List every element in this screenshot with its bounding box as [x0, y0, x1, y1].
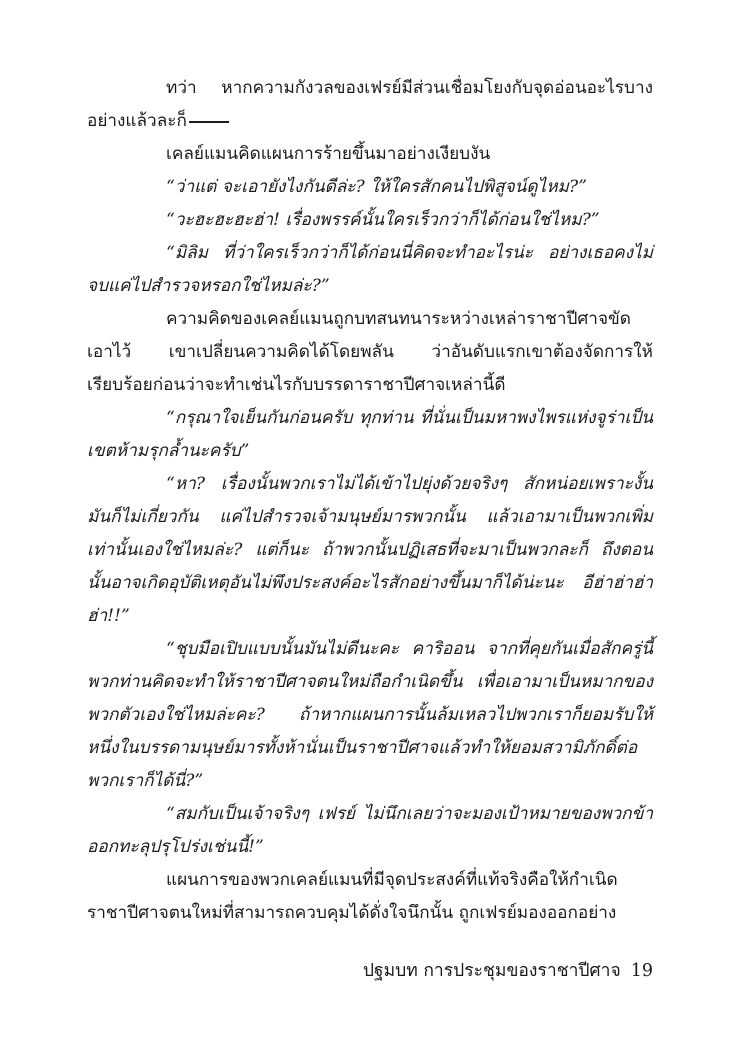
- page-body: [87, 72, 653, 1032]
- chapter-title: ปฐมบท การประชุมของราชาปีศาจ: [362, 961, 621, 981]
- dialogue-paragraph-9: “ชุบมือเปิบแบบนั้นมันไม่ดีนะคะ คาริออน จากที่คุยกันเมื่อสักครู่นี้ พวกท่านคิดจะทำให้ราชาปีศาจตนใหม่ถือกำเนิดขึ้น เพื่อเอามาเป็นหมากของพวกตัวเองใช่ไหมล่ะคะ? ถ้าหากแผนการนั้นล้มเหลวไปพวกเราก็ยอมรับให้หนึ่งในบรรดามนุษย์มารทั้งห้านั่นเป็นราชาปีศาจแล้วทำให้ยอมสวามิภักดิ์ต่อพวกเราก็ได้นี่?”: [87, 639, 653, 791]
- page-footer: [363, 958, 653, 984]
- page-number: 19: [630, 961, 653, 981]
- dialogue-paragraph-8: “หา? เรื่องนั้นพวกเราไม่ได้เข้าไปยุ่งด้วยจริงๆ สักหน่อยเพราะงั้นมันก็ไม่เกี่ยวกัน แค่ไปสำรวจเจ้ามนุษย์มารพวกนั้น แล้วเอามาเป็นพวกเพิ่มเท่านั้นเองใช่ไหมล่ะ? แต่ก็นะ ถ้าพวกนั้นปฏิเสธที่จะมาเป็นพวกละก็ ถึงตอนนั้นอาจเกิดอุบัติเหตุอันไม่พึงประสงค์อะไรสักอย่างขึ้นมาก็ได้น่ะนะ อีฮ่าฮ่าฮ่าฮ่า!!”: [87, 474, 653, 626]
- dialogue-paragraph-10: “สมกับเป็นเจ้าจริงๆ เฟรย์ ไม่นึกเลยว่าจะมองเป้าหมายของพวกข้าออกทะลุปรุโปร่งเช่นนี้!”: [87, 804, 653, 857]
- paragraph-1: [87, 72, 653, 138]
- dialogue-paragraph-5: “มิลิม ที่ว่าใครเร็วกว่าก็ได้ก่อนนี่คิดจะทำอะไรน่ะ อย่างเธอคงไม่จบแค่ไปสำรวจหรอกใช่ไหมล่ะ?”: [87, 243, 653, 296]
- paragraph-11: แผนการของพวกเคลย์แมนที่มีจุดประสงค์ที่แท้จริงคือให้กำเนิดราชาปีศาจตนใหม่ที่สามารถควบคุมได้ดั่งใจนึกนั้น ถูกเฟรย์มองออกอย่าง: [87, 870, 618, 923]
- dialogue-paragraph-3: “ว่าแต่ จะเอายังไงกันดีล่ะ? ให้ใครสักคนไปพิสูจน์ดูไหม?”: [166, 177, 587, 197]
- paragraph-6: ความคิดของเคลย์แมนถูกบทสนทนาระหว่างเหล่าราชาปีศาจขัดเอาไว้ เขาเปลี่ยนความคิดได้โดยพลัน ว่าอันดับแรกเขาต้องจัดการให้เรียบร้อยก่อนว่าจะทำเช่นไรกับบรรดาราชาปีศาจเหล่านี้ดี: [87, 309, 653, 395]
- em-dash: [189, 121, 229, 123]
- dialogue-paragraph-7: “กรุณาใจเย็นกันก่อนครับ ทุกท่าน ที่นั่นเป็นมหาพงไพรแห่งจูร่าเป็นเขตห้ามรุกล้ำนะครับ”: [87, 408, 653, 461]
- paragraph-text: ทว่า หากความกังวลของเฟรย์มีส่วนเชื่อมโยงกับจุดอ่อนอะไรบางอย่างแล้วละก็: [87, 78, 653, 131]
- dialogue-paragraph-4: “วะฮะฮะฮะฮ่า! เรื่องพรรค์นั้นใครเร็วกว่าก็ได้ก่อนใช่ไหม?”: [166, 210, 600, 230]
- paragraph-2: เคลย์แมนคิดแผนการร้ายขึ้นมาอย่างเงียบงัน: [166, 144, 491, 164]
